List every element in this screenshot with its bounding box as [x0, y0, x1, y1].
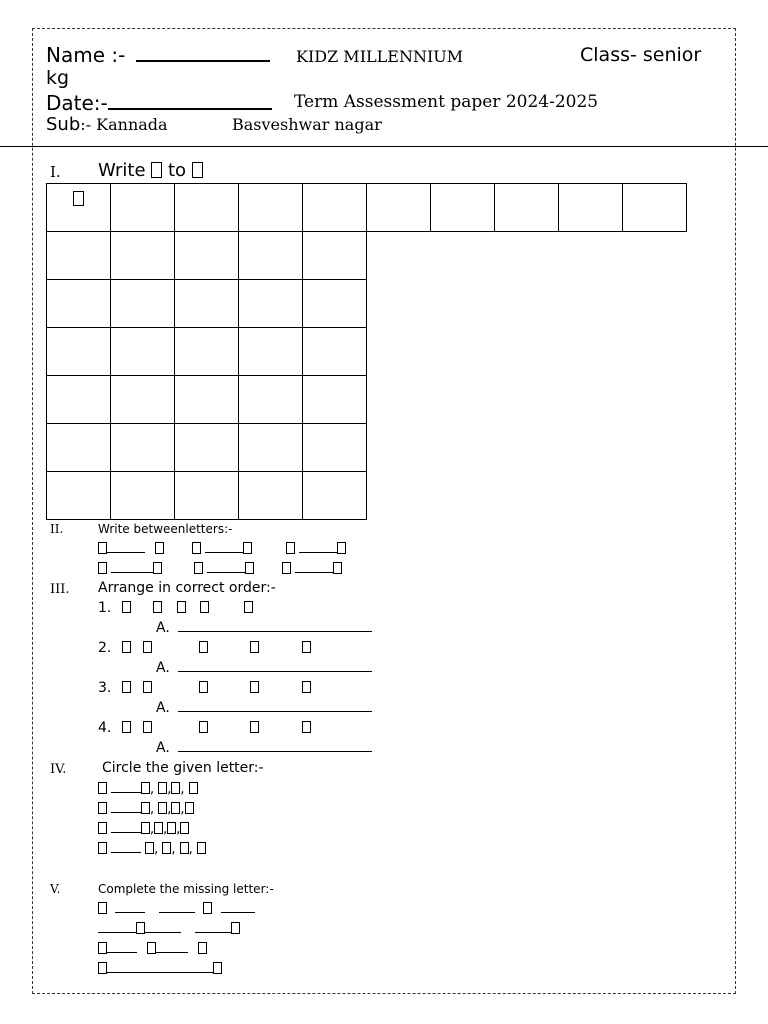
answer-blank[interactable] [111, 811, 141, 813]
glyph-icon [73, 191, 84, 206]
grid-cell[interactable] [111, 280, 175, 328]
term-title: Term Assessment paper 2024-2025 [294, 92, 599, 112]
grid-cell[interactable] [367, 184, 431, 232]
glyph-icon [180, 822, 189, 834]
glyph-icon [136, 922, 145, 934]
answer-blank[interactable] [156, 951, 188, 953]
section-2-title: Write betweenletters:- [98, 522, 233, 536]
glyph-icon [244, 601, 253, 613]
grid-cell[interactable] [239, 280, 303, 328]
subject-value: :- Kannada [80, 115, 168, 134]
grid-cell[interactable] [303, 328, 367, 376]
glyph-icon [143, 641, 152, 653]
section-3-number: III. [50, 582, 70, 597]
grid-cell[interactable] [111, 472, 175, 520]
answer-blank[interactable] [221, 911, 255, 913]
circle-row-1: , , , [98, 782, 198, 797]
answer-row-2: A. [156, 660, 372, 676]
grid-cell[interactable] [111, 424, 175, 472]
date-label: Date:- [46, 91, 108, 115]
grid-cell[interactable] [111, 376, 175, 424]
grid-cell[interactable] [239, 472, 303, 520]
answer-blank[interactable] [207, 571, 245, 573]
grid-cell[interactable] [303, 232, 367, 280]
glyph-icon [203, 902, 212, 914]
grid-cell[interactable] [623, 184, 687, 232]
answer-line[interactable] [178, 750, 372, 752]
glyph-icon [197, 842, 206, 854]
answer-blank[interactable] [107, 971, 213, 973]
glyph-icon [199, 641, 208, 653]
glyph-icon [243, 542, 252, 554]
writing-grid [46, 231, 367, 520]
grid-cell[interactable] [175, 424, 239, 472]
glyph-icon [192, 542, 201, 554]
glyph-icon [194, 562, 203, 574]
answer-blank[interactable] [145, 931, 181, 933]
glyph-icon [143, 721, 152, 733]
circle-row-3: , , , [98, 822, 189, 837]
glyph-icon [153, 562, 162, 574]
glyph-icon [158, 782, 167, 794]
answer-blank[interactable] [111, 791, 141, 793]
grid-cell[interactable] [239, 184, 303, 232]
grid-cell[interactable] [47, 184, 111, 232]
subject-prefix: Sub [46, 114, 81, 135]
header-divider [0, 146, 768, 147]
glyph-icon [189, 782, 198, 794]
answer-blank[interactable] [299, 551, 337, 553]
answer-blank[interactable] [295, 571, 333, 573]
glyph-icon [250, 681, 259, 693]
answer-row-4: A. [156, 740, 372, 756]
grid-cell[interactable] [239, 328, 303, 376]
name-line [136, 60, 270, 62]
grid-cell[interactable] [303, 424, 367, 472]
section-3-title: Arrange in correct order:- [98, 580, 276, 596]
glyph-icon [199, 681, 208, 693]
glyph-icon [141, 782, 150, 794]
date-line [108, 108, 272, 110]
grid-cell[interactable] [431, 184, 495, 232]
glyph-icon [155, 542, 164, 554]
section-5-number: V. [50, 882, 61, 896]
grid-cell[interactable] [239, 424, 303, 472]
glyph-icon [213, 962, 222, 974]
grid-cell[interactable] [495, 184, 559, 232]
grid-cell[interactable] [111, 328, 175, 376]
glyph-icon [199, 721, 208, 733]
glyph-icon [122, 601, 131, 613]
glyph-icon [151, 162, 162, 178]
glyph-icon [143, 681, 152, 693]
glyph-icon [286, 542, 295, 554]
grid-cell[interactable] [239, 232, 303, 280]
grid-cell[interactable] [303, 280, 367, 328]
glyph-icon [302, 641, 311, 653]
glyph-icon [147, 942, 156, 954]
subject-row [46, 114, 168, 135]
grid-cell[interactable] [47, 472, 111, 520]
glyph-icon [198, 942, 207, 954]
glyph-icon [98, 822, 107, 834]
glyph-icon [337, 542, 346, 554]
glyph-icon [141, 802, 150, 814]
glyph-icon [171, 782, 180, 794]
missing-row-3 [98, 942, 207, 957]
grid-cell[interactable] [239, 376, 303, 424]
answer-line[interactable] [178, 670, 372, 672]
glyph-icon [302, 721, 311, 733]
circle-row-2: , , , [98, 802, 194, 817]
name-label: Name :- [46, 43, 126, 67]
glyph-icon [122, 641, 131, 653]
grid-cell[interactable] [175, 184, 239, 232]
section-4-title: Circle the given letter:- [102, 760, 264, 776]
glyph-icon [98, 542, 107, 554]
grid-cell[interactable] [303, 376, 367, 424]
answer-blank[interactable] [111, 571, 153, 573]
arrange-item-1: 1. [98, 600, 253, 616]
arrange-item-3: 3. [98, 680, 311, 696]
grid-cell[interactable] [111, 232, 175, 280]
grid-cell[interactable] [303, 472, 367, 520]
grid-cell[interactable] [175, 376, 239, 424]
glyph-icon [180, 842, 189, 854]
answer-blank[interactable] [111, 831, 141, 833]
glyph-icon [302, 681, 311, 693]
grid-cell[interactable] [47, 280, 111, 328]
glyph-icon [98, 842, 107, 854]
glyph-icon [245, 562, 254, 574]
glyph-icon [171, 802, 180, 814]
answer-blank[interactable] [205, 551, 243, 553]
glyph-icon [231, 922, 240, 934]
glyph-icon [98, 942, 107, 954]
answer-blank[interactable] [115, 911, 145, 913]
glyph-icon [98, 782, 107, 794]
class-label: Class- senior [580, 44, 702, 66]
glyph-icon [153, 601, 162, 613]
school-name: KIDZ MILLENNIUM [296, 47, 464, 66]
between-row-1 [98, 542, 346, 557]
glyph-icon [145, 842, 154, 854]
answer-row-1: A. [156, 620, 372, 636]
glyph-icon [282, 562, 291, 574]
missing-row-4 [98, 962, 222, 977]
arrange-item-2: 2. [98, 640, 311, 656]
glyph-icon [98, 562, 107, 574]
circle-row-4: , , , [98, 842, 206, 857]
grid-cell[interactable] [47, 328, 111, 376]
glyph-icon [98, 802, 107, 814]
section-1-number: I. [50, 163, 61, 181]
grid-cell[interactable] [111, 184, 175, 232]
name-row [46, 43, 270, 67]
answer-blank[interactable] [111, 851, 141, 853]
glyph-icon [250, 641, 259, 653]
between-row-2 [98, 562, 342, 577]
grid-cell[interactable] [559, 184, 623, 232]
glyph-icon [185, 802, 194, 814]
class-continued: kg [46, 67, 70, 89]
grid-cell[interactable] [175, 232, 239, 280]
glyph-icon [122, 721, 131, 733]
grid-cell[interactable] [175, 280, 239, 328]
answer-blank[interactable] [107, 551, 145, 553]
writing-grid-top-row [46, 183, 687, 232]
section-4-number: IV. [50, 762, 67, 777]
answer-blank[interactable] [195, 931, 231, 933]
glyph-icon [158, 802, 167, 814]
answer-line[interactable] [178, 710, 372, 712]
missing-row-1 [98, 902, 255, 917]
glyph-icon [141, 822, 150, 834]
grid-cell[interactable] [175, 472, 239, 520]
glyph-icon [122, 681, 131, 693]
missing-row-2 [98, 922, 240, 937]
glyph-icon [200, 601, 209, 613]
arrange-item-4: 4. [98, 720, 311, 736]
answer-blank[interactable] [159, 911, 195, 913]
grid-cell[interactable] [175, 328, 239, 376]
glyph-icon [98, 902, 107, 914]
glyph-icon [98, 962, 107, 974]
answer-line[interactable] [178, 630, 372, 632]
answer-row-3: A. [156, 700, 372, 716]
glyph-icon [250, 721, 259, 733]
glyph-icon [162, 842, 171, 854]
grid-cell[interactable] [47, 376, 111, 424]
glyph-icon [177, 601, 186, 613]
glyph-icon [192, 162, 203, 178]
date-row [46, 91, 272, 115]
glyph-icon [167, 822, 176, 834]
grid-cell[interactable] [47, 232, 111, 280]
glyph-icon [333, 562, 342, 574]
grid-cell[interactable] [47, 424, 111, 472]
section-5-title: Complete the missing letter:- [98, 882, 274, 896]
grid-cell[interactable] [303, 184, 367, 232]
answer-blank[interactable] [98, 931, 136, 933]
section-1-title: Write to [98, 160, 203, 181]
answer-blank[interactable] [107, 951, 137, 953]
glyph-icon [154, 822, 163, 834]
location: Basveshwar nagar [232, 115, 382, 134]
section-2-number: II. [50, 522, 64, 536]
